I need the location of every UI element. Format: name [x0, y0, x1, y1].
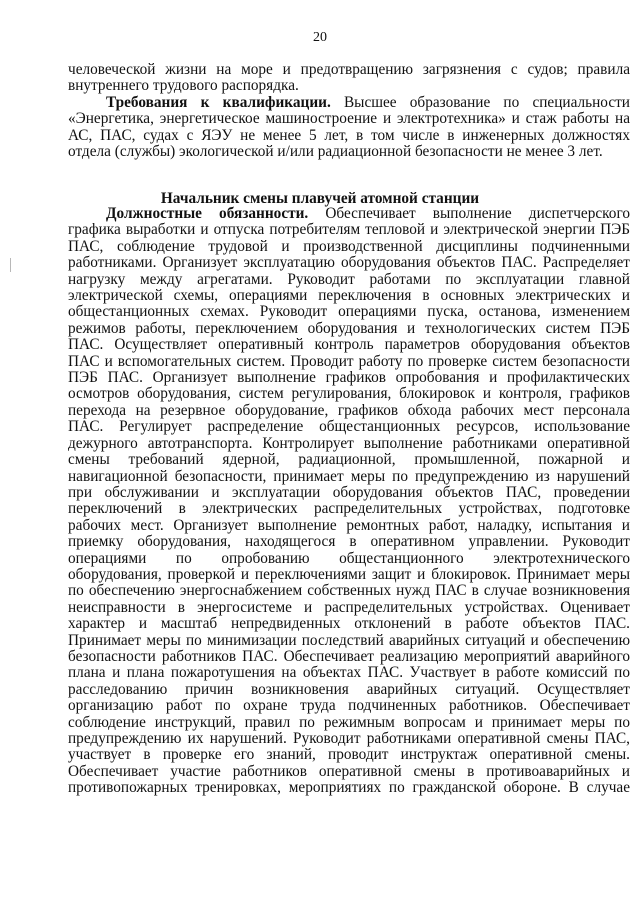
text-line: смены требований ядерной, радиационной, промышленной, пожарной и: [68, 451, 630, 469]
section-heading: Начальник смены плавучей атомной станции: [160, 190, 480, 207]
duties-paragraph: [68, 206, 630, 797]
text-line: «Энергетика, энергетическое машиностроение и электротехника» и стаж работы на: [68, 110, 630, 128]
text-line: общестанционных схемах. Руководит операциями пуска, останова, изменением: [68, 303, 630, 321]
text-line: при обслуживании и эксплуатации оборудования объектов ПАС, проведении: [68, 483, 630, 501]
text-line: переключений в электрических распределительных устройствах, подготовке: [68, 500, 630, 518]
qualification-label: Требования к квалификации.: [106, 93, 331, 111]
text-line: плана и плана пожаротушения на объектах ПАС. Участвует в работе комиссий по: [68, 664, 630, 682]
text-line: предупреждению их нарушений. Руководит работниками оперативной смены ПАС,: [68, 730, 630, 747]
qualification-first-line: [68, 95, 630, 111]
text-line: неисправности в энергосистеме и распределительных устройствах. Оценивает: [68, 598, 630, 616]
text-line: режимов работы, переключением оборудования и технологических систем ПЭБ: [68, 319, 630, 337]
text-line: осмотров оборудования, систем регулирования, блокировок и контроля, графиков: [68, 385, 630, 403]
text-line: навигационной безопасности, принимает меры по предупреждению из нарушений: [68, 467, 630, 485]
text-line: отдела (службы) экологической и/или радиационной безопасности не менее 3 лет.: [68, 143, 603, 161]
text-line: рабочих мест. Организует выполнение ремонтных работ, наладку, испытания и: [68, 516, 630, 534]
text-line: организацию работ по охране труда подчиненных работников. Обеспечивает: [68, 697, 630, 715]
text-line: перехода на резервное оборудование, графиков обхода рабочих мест персонала: [68, 401, 630, 419]
text-line: соблюдение инструкций, правил по режимным вопросам и принимает меры по: [68, 713, 630, 731]
text-line: ПАС, соблюдение трудовой и производственной дисциплины подчиненными: [68, 237, 630, 255]
text-line: графика выработки и отпуска потребителям тепловой и электрической энергии ПЭБ: [68, 221, 630, 239]
qualification-first-text: Высшее образование по специальности: [330, 93, 630, 111]
text-line: электрической схемы, операциями переключения в основных электрических и: [68, 287, 630, 305]
text-line: работниками. Организует эксплуатацию оборудования объектов ПАС. Распределяет: [68, 254, 630, 272]
text-line: оборудования, проверкой и переключениями защит и блокировок. Принимает меры: [68, 565, 630, 583]
duties-first-text: Обеспечивает выполнение диспетчерского: [308, 205, 630, 222]
margin-mark: [10, 258, 11, 272]
text-line: ПАС и вспомогательных систем. Проводит работу по проверке систем безопасности: [68, 352, 630, 370]
text-line: ПАС. Осуществляет оперативный контроль параметров оборудования объектов: [68, 336, 630, 354]
text-line: человеческой жизни на море и предотвращению загрязнения с судов; правила: [68, 61, 630, 78]
text-line: АС, ПАС, судах с ЯЭУ не менее 5 лет, в том числе в инженерных должностях: [68, 126, 630, 144]
text-line: по обеспечению энергоснабжением собственных нужд ПАС в случае возникновения: [68, 582, 630, 600]
text-line: операциями по опробованию общестанционного электротехнического: [68, 549, 630, 567]
text-line: дежурного автотранспорта. Контролирует выполнение работниками оперативной: [68, 434, 630, 452]
text-line: расследованию причин возникновения аварийных ситуаций. Осуществляет: [68, 680, 630, 698]
text-line: ПАС. Регулирует распределение общестанционных ресурсов, использование: [68, 418, 630, 436]
text-line: ПЭБ ПАС. Организует выполнение графиков опробования и профилактических: [68, 369, 630, 387]
duties-first-line: [68, 206, 630, 222]
text-line: участвует в проверке его знаний, проводит инструктаж оперативной смены.: [68, 746, 630, 764]
text-line: характер и масштаб непредвиденных отклонений в работе объектов ПАС.: [68, 615, 630, 633]
text-line: безопасности работников ПАС. Обеспечивает реализацию мероприятий аварийного: [68, 647, 630, 665]
text-line: приемку оборудования, находящегося в оперативном управлении. Руководит: [68, 533, 630, 551]
intro-paragraphs: [68, 62, 630, 160]
text-line: нагрузку между агрегатами. Руководит работами по эксплуатации главной: [68, 270, 630, 288]
duties-lines: [68, 222, 630, 796]
duties-label: Должностные обязанности.: [106, 205, 309, 222]
text-line: Обеспечивает участие работников оперативной смены в противоаварийных и: [68, 762, 630, 780]
page-number: 20: [313, 30, 327, 45]
text-line: противопожарных тренировках, мероприятиях по гражданской обороне. В случае: [68, 779, 630, 797]
text-line: Принимает меры по минимизации последствий аварийных ситуаций и обеспечению: [68, 631, 630, 649]
text-line: внутреннего трудового распорядка.: [68, 77, 299, 95]
